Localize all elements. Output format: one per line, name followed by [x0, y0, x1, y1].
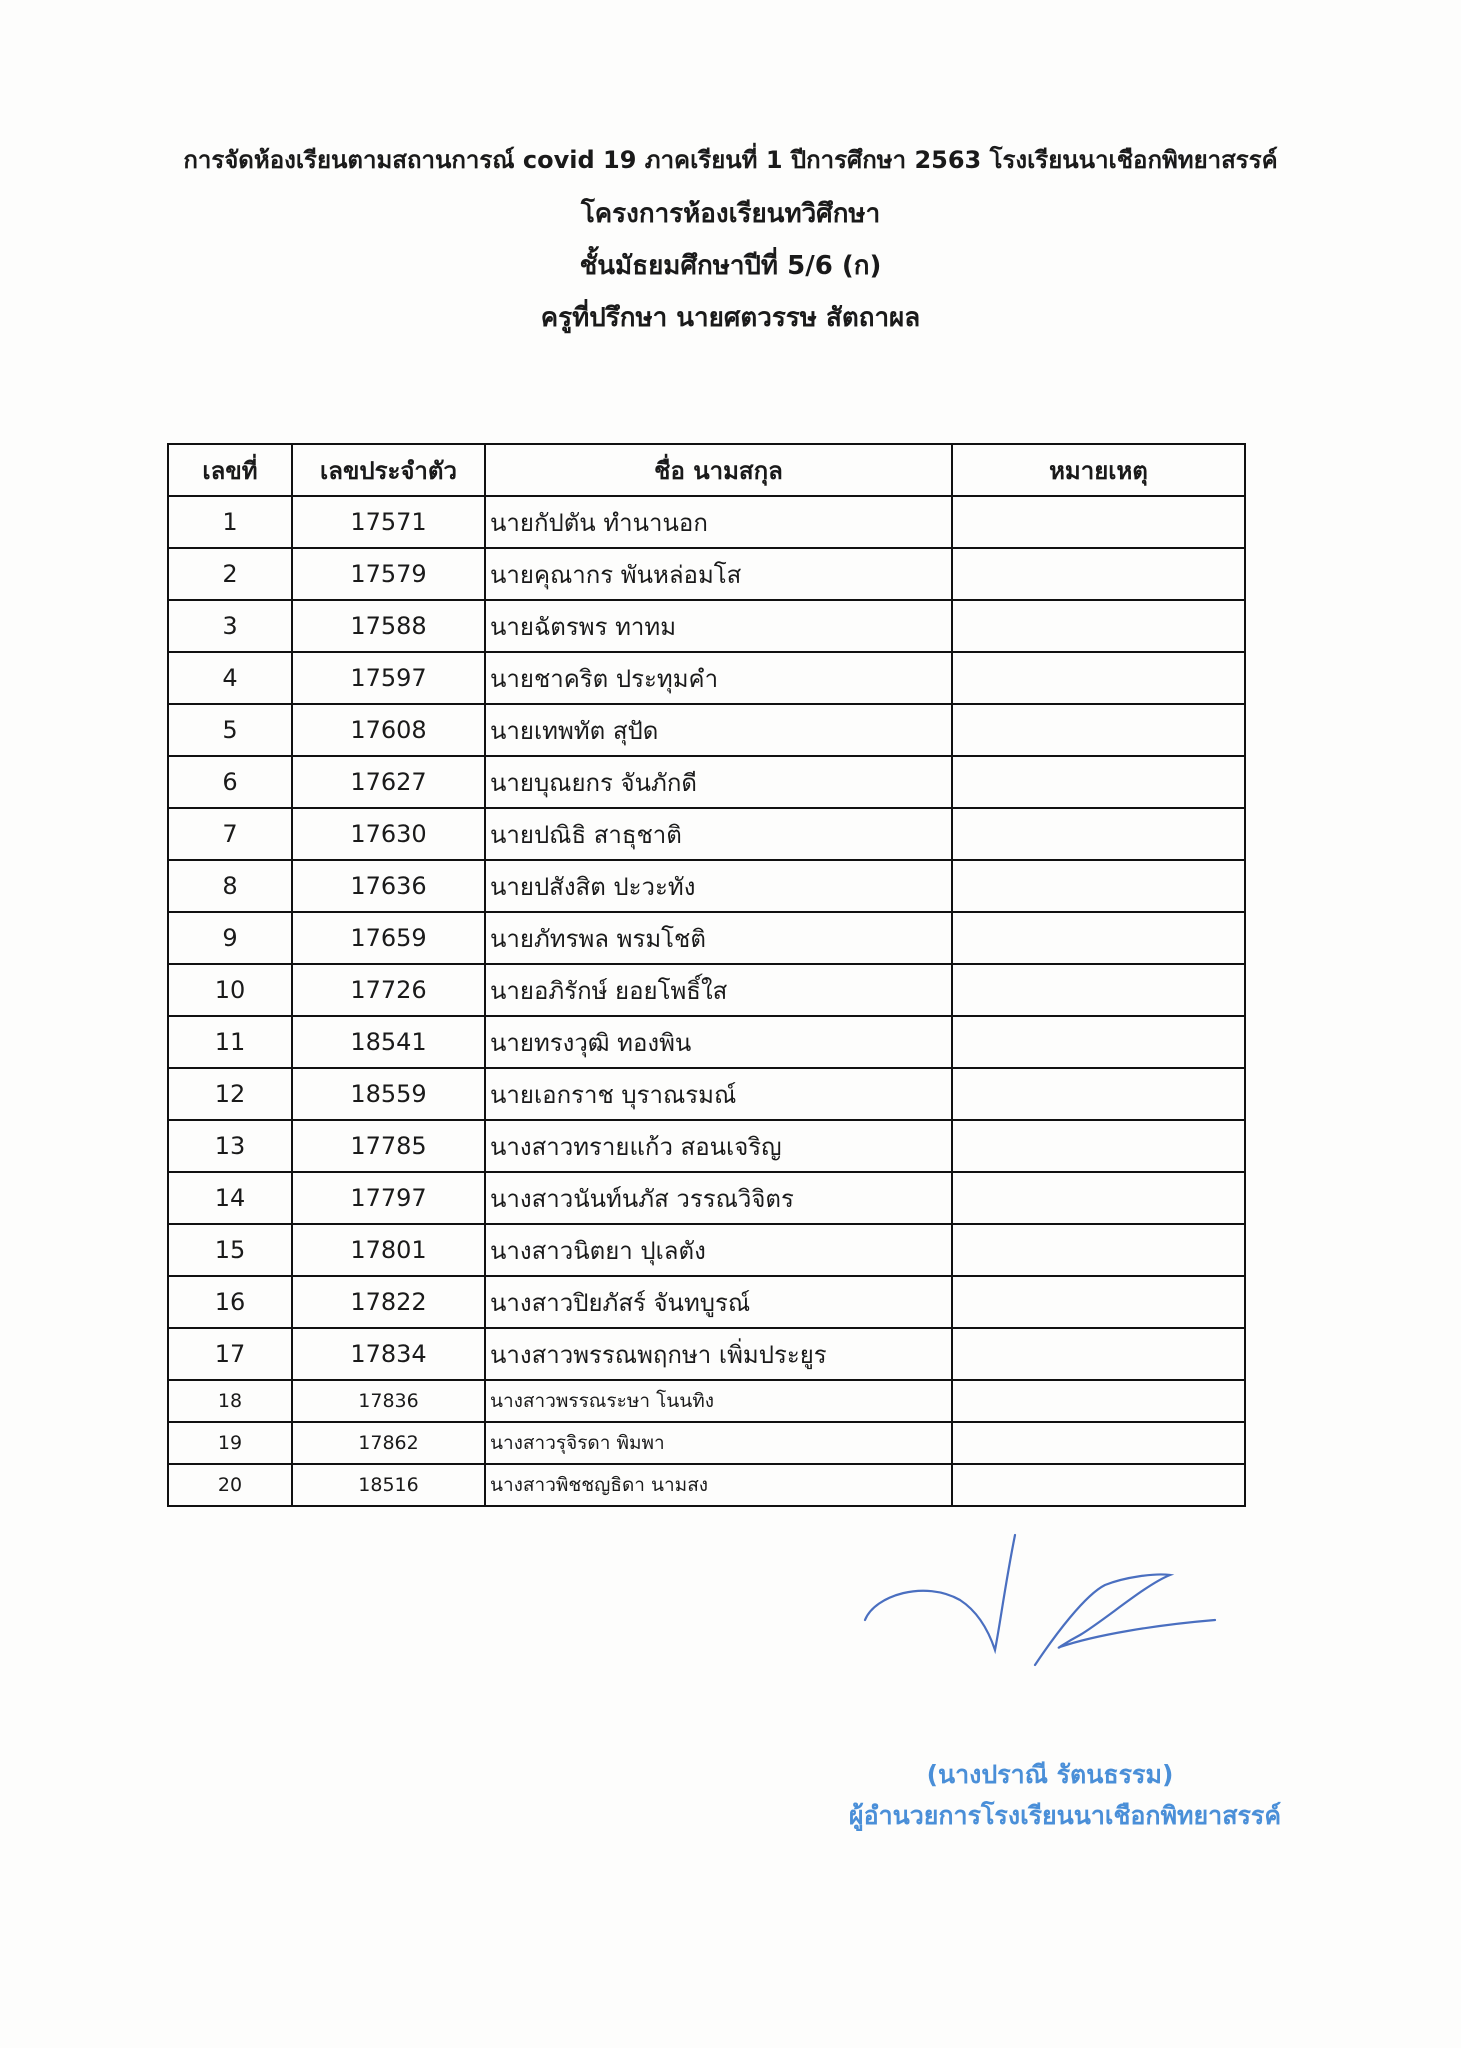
- cell-number: 9: [168, 912, 292, 964]
- cell-note: [952, 1224, 1245, 1276]
- cell-note: [952, 1276, 1245, 1328]
- cell-name: นางสาวพรรณระษา โนนทิง: [485, 1380, 952, 1422]
- cell-note: [952, 808, 1245, 860]
- cell-name: นางสาวพรรณพฤกษา เพิ่มประยูร: [485, 1328, 952, 1380]
- cell-note: [952, 756, 1245, 808]
- cell-note: [952, 652, 1245, 704]
- cell-number: 13: [168, 1120, 292, 1172]
- student-roster-table: [167, 443, 1246, 1507]
- header-title: การจัดห้องเรียนตามสถานการณ์ covid 19 ภาคเรียนที่ 1 ปีการศึกษา 2563 โรงเรียนนาเชือกพิทยาสรรค์: [183, 146, 1278, 174]
- cell-number: 7: [168, 808, 292, 860]
- cell-name: นางสาวนิตยา ปุเลตัง: [485, 1224, 952, 1276]
- cell-number: 17: [168, 1328, 292, 1380]
- table-row: [168, 1276, 1245, 1328]
- cell-name: นายปสังสิต ปะวะทัง: [485, 860, 952, 912]
- column-header-name: ชื่อ นามสกุล: [485, 444, 952, 496]
- table-row: [168, 1328, 1245, 1380]
- cell-note: [952, 1380, 1245, 1422]
- cell-number: 3: [168, 600, 292, 652]
- signer-name: (นางปราณี รัตนธรรม): [926, 1760, 1174, 1789]
- cell-name: นางสาวทรายแก้ว สอนเจริญ: [485, 1120, 952, 1172]
- cell-name: นายชาคริต ประทุมคำ: [485, 652, 952, 704]
- cell-name: นายอภิรักษ์ ยอยโพธิ์ใส: [485, 964, 952, 1016]
- table-row: [168, 808, 1245, 860]
- cell-number: 1: [168, 496, 292, 548]
- cell-student-id: 17627: [292, 756, 485, 808]
- table-row: [168, 652, 1245, 704]
- cell-note: [952, 1464, 1245, 1506]
- cell-student-id: 17797: [292, 1172, 485, 1224]
- cell-student-id: 17579: [292, 548, 485, 600]
- cell-note: [952, 704, 1245, 756]
- cell-number: 6: [168, 756, 292, 808]
- table-row: [168, 756, 1245, 808]
- table-row: [168, 1464, 1245, 1506]
- cell-name: นายคุณากร พันหล่อมโส: [485, 548, 952, 600]
- cell-number: 2: [168, 548, 292, 600]
- table-row: [168, 1016, 1245, 1068]
- cell-name: นางสาวพิชชญธิดา นามสง: [485, 1464, 952, 1506]
- cell-note: [952, 600, 1245, 652]
- cell-student-id: 17801: [292, 1224, 485, 1276]
- cell-note: [952, 1016, 1245, 1068]
- table-row: [168, 548, 1245, 600]
- cell-student-id: 17862: [292, 1422, 485, 1464]
- table-row: [168, 1120, 1245, 1172]
- cell-number: 15: [168, 1224, 292, 1276]
- cell-name: นายเอกราช บุราณรมณ์: [485, 1068, 952, 1120]
- cell-name: นางสาวรุจิรดา พิมพา: [485, 1422, 952, 1464]
- column-header-student-id: เลขประจำตัว: [292, 444, 485, 496]
- cell-student-id: 17588: [292, 600, 485, 652]
- cell-student-id: 17822: [292, 1276, 485, 1328]
- cell-number: 10: [168, 964, 292, 1016]
- table-row: [168, 1380, 1245, 1422]
- cell-name: นายภัทรพล พรมโชติ: [485, 912, 952, 964]
- cell-number: 19: [168, 1422, 292, 1464]
- column-header-number: เลขที่: [168, 444, 292, 496]
- cell-note: [952, 496, 1245, 548]
- cell-name: นางสาวนันท์นภัส วรรณวิจิตร: [485, 1172, 952, 1224]
- cell-number: 8: [168, 860, 292, 912]
- table-row: [168, 1172, 1245, 1224]
- cell-note: [952, 1422, 1245, 1464]
- table-row: [168, 912, 1245, 964]
- table-row: [168, 496, 1245, 548]
- cell-name: นายปณิธิ สาธุชาติ: [485, 808, 952, 860]
- header-class: ชั้นมัธยมศึกษาปีที่ 5/6 (ก): [579, 251, 882, 281]
- cell-name: นายบุณยกร จันภักดี: [485, 756, 952, 808]
- cell-student-id: 17597: [292, 652, 485, 704]
- cell-name: นายกัปตัน ทำนานอก: [485, 496, 952, 548]
- cell-note: [952, 548, 1245, 600]
- cell-name: นายทรงวุฒิ ทองพิน: [485, 1016, 952, 1068]
- table-row: [168, 964, 1245, 1016]
- cell-student-id: 17836: [292, 1380, 485, 1422]
- cell-note: [952, 1120, 1245, 1172]
- cell-name: นายฉัตรพร ทาทม: [485, 600, 952, 652]
- cell-student-id: 18516: [292, 1464, 485, 1506]
- table-row: [168, 1422, 1245, 1464]
- header-advisor: ครูที่ปรึกษา นายศตวรรษ สัตถาผล: [540, 303, 921, 333]
- table-header-row: [168, 444, 1245, 496]
- cell-number: 20: [168, 1464, 292, 1506]
- cell-note: [952, 912, 1245, 964]
- cell-student-id: 17571: [292, 496, 485, 548]
- table-row: [168, 704, 1245, 756]
- cell-student-id: 18541: [292, 1016, 485, 1068]
- signer-title: ผู้อำนวยการโรงเรียนนาเชือกพิทยาสรรค์: [848, 1801, 1282, 1830]
- cell-number: 12: [168, 1068, 292, 1120]
- cell-student-id: 17834: [292, 1328, 485, 1380]
- cell-note: [952, 860, 1245, 912]
- cell-number: 16: [168, 1276, 292, 1328]
- cell-student-id: 18559: [292, 1068, 485, 1120]
- table-row: [168, 600, 1245, 652]
- header-program: โครงการห้องเรียนทวิศึกษา: [580, 199, 881, 229]
- cell-name: นางสาวปิยภัสร์ จันทบูรณ์: [485, 1276, 952, 1328]
- cell-student-id: 17659: [292, 912, 485, 964]
- table-row: [168, 1224, 1245, 1276]
- cell-name: นายเทพทัต สุปัด: [485, 704, 952, 756]
- cell-note: [952, 1172, 1245, 1224]
- cell-number: 18: [168, 1380, 292, 1422]
- cell-number: 11: [168, 1016, 292, 1068]
- cell-student-id: 17608: [292, 704, 485, 756]
- cell-note: [952, 964, 1245, 1016]
- cell-student-id: 17785: [292, 1120, 485, 1172]
- cell-number: 5: [168, 704, 292, 756]
- cell-student-id: 17726: [292, 964, 485, 1016]
- cell-number: 14: [168, 1172, 292, 1224]
- cell-note: [952, 1068, 1245, 1120]
- table-row: [168, 1068, 1245, 1120]
- cell-student-id: 17630: [292, 808, 485, 860]
- cell-number: 4: [168, 652, 292, 704]
- cell-note: [952, 1328, 1245, 1380]
- column-header-note: หมายเหตุ: [952, 444, 1245, 496]
- signature-image: [855, 1525, 1235, 1685]
- table-row: [168, 860, 1245, 912]
- table-body: [168, 496, 1245, 1506]
- cell-student-id: 17636: [292, 860, 485, 912]
